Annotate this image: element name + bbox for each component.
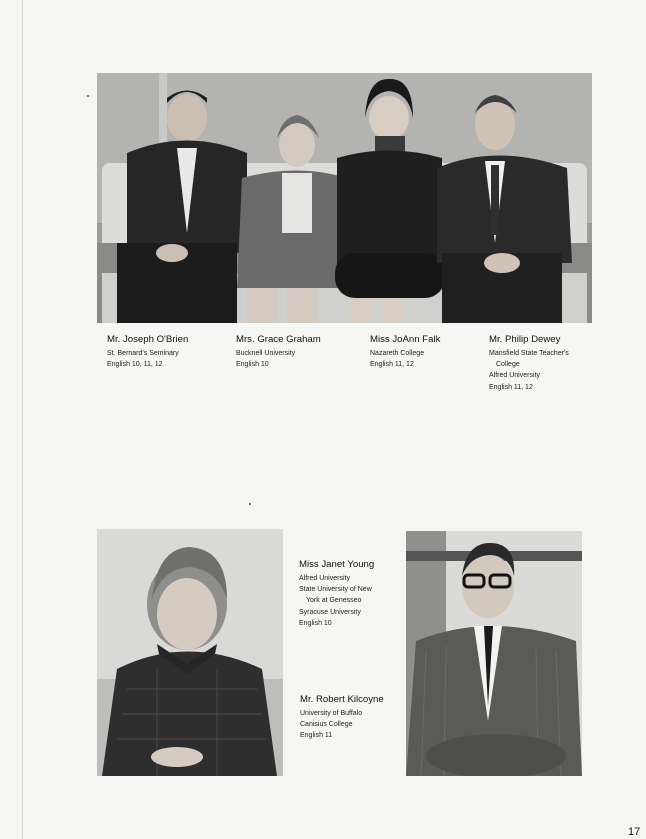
faculty-name: Mr. Robert Kilcoyne [300, 694, 384, 705]
faculty-name: Mr. Joseph O'Brien [107, 334, 189, 345]
binding-edge [22, 0, 23, 839]
faculty-detail: York at Genesseo [306, 597, 362, 605]
faculty-name: Miss JoAnn Falk [370, 334, 441, 345]
caption-janet-young [299, 558, 374, 629]
janet-young-photo [97, 529, 283, 776]
caption-joann-falk [370, 333, 440, 370]
faculty-detail: English 11, 12 [489, 383, 533, 391]
faculty-detail: English 11, 12 [370, 361, 414, 369]
faculty-name: Mrs. Grace Graham [236, 334, 321, 345]
caption-philip-dewey [489, 333, 569, 393]
faculty-detail: English 10, 11, 12 [107, 361, 163, 369]
faculty-name: Mr. Philip Dewey [489, 334, 561, 345]
faculty-detail: University of Buffalo [300, 710, 363, 717]
faculty-detail: State University of New [299, 586, 372, 594]
faculty-detail: Bucknell University [236, 350, 296, 357]
faculty-detail: St. Bernard's Seminary [107, 350, 179, 357]
caption-joseph-obrien [107, 333, 188, 370]
faculty-name: Miss Janet Young [299, 559, 375, 570]
caption-robert-kilcoyne [300, 693, 384, 742]
print-speck [249, 503, 251, 505]
faculty-detail: English 10 [299, 619, 332, 627]
faculty-detail: Syracuse University [299, 608, 361, 616]
caption-grace-graham [236, 333, 321, 370]
faculty-detail: College [496, 361, 520, 369]
faculty-detail: English 10 [236, 361, 269, 369]
group-photo [97, 73, 592, 323]
page-number: 17 [628, 826, 641, 838]
faculty-detail: Nazareth College [370, 350, 425, 357]
faculty-detail: Alfred University [489, 372, 540, 380]
faculty-detail: English 11 [300, 732, 333, 740]
faculty-detail: Mansfield State Teacher's [489, 350, 569, 357]
faculty-detail: Canisius College [300, 721, 353, 729]
robert-kilcoyne-photo [406, 531, 582, 776]
faculty-detail: Alfred University [299, 575, 350, 582]
print-speck [87, 95, 89, 97]
